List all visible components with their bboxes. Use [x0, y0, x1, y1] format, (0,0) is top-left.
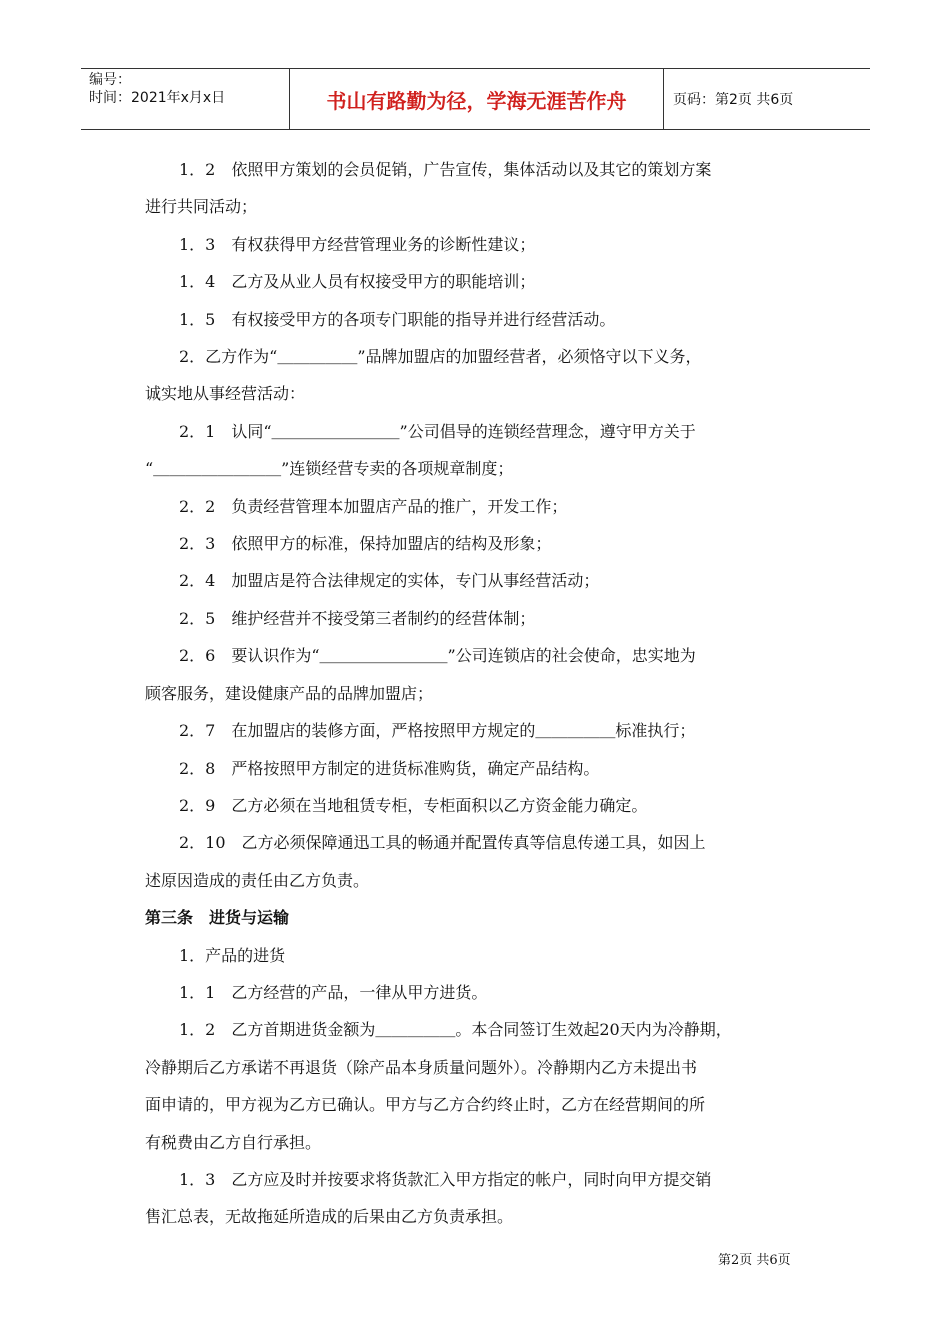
header-motto-cell	[289, 69, 664, 129]
body-line: 面申请的，甲方视为乙方已确认。甲方与乙方合约终止时，乙方在经营期间的所	[145, 1095, 706, 1115]
page-footer: 第2页 共6页	[718, 1253, 791, 1268]
document-body	[145, 151, 807, 1236]
body-line: 进行共同活动；	[145, 197, 258, 217]
body-line: 2．6 要认识作为“＿＿＿＿＿＿＿＿”公司连锁店的社会使命，忠实地为	[179, 646, 696, 666]
body-line: 1．3 乙方应及时并按要求将货款汇入甲方指定的帐户，同时向甲方提交销	[179, 1169, 712, 1189]
body-line: 1．5 有权接受甲方的各项专门职能的指导并进行经营活动。	[179, 309, 616, 329]
body-line: 冷静期后乙方承诺不再退货（除产品本身质量问题外）。冷静期内乙方未提出书	[145, 1057, 698, 1077]
header-meta	[81, 69, 289, 129]
header-motto: 书山有路勤为径，学海无涯苦作舟	[326, 88, 627, 113]
body-line: 1．4 乙方及从业人员有权接受甲方的职能培训；	[179, 272, 536, 292]
body-line: 2．3 依照甲方的标准，保持加盟店的结构及形象；	[179, 534, 552, 554]
header-page-code: 页码：第2页 共6页	[673, 92, 794, 108]
body-line: 1．产品的进货	[179, 945, 286, 965]
body-line: 售汇总表，无故拖延所造成的后果由乙方负责承担。	[145, 1207, 514, 1227]
body-line: 1．1 乙方经营的产品，一律从甲方进货。	[179, 982, 488, 1002]
section-heading: 第三条 进货与运输	[145, 908, 290, 928]
body-line: 有税费由乙方自行承担。	[145, 1132, 322, 1152]
body-line: 1．2 乙方首期进货金额为＿＿＿＿＿。本合同签订生效起20天内为冷静期，	[179, 1020, 732, 1040]
body-line: 2．乙方作为“＿＿＿＿＿”品牌加盟店的加盟经营者，必须恪守以下义务，	[179, 347, 702, 367]
body-line: 顾客服务，建设健康产品的品牌加盟店；	[145, 683, 434, 703]
body-line: “＿＿＿＿＿＿＿＿”连锁经营专卖的各项规章制度；	[145, 459, 514, 479]
body-line: 2．9 乙方必须在当地租赁专柜，专柜面积以乙方资金能力确定。	[179, 795, 648, 815]
body-line: 2．10 乙方必须保障通迅工具的畅通并配置传真等信息传递工具，如因上	[179, 833, 706, 853]
document-time-label: 时间：2021年x月x日	[89, 90, 226, 106]
body-line: 2．8 严格按照甲方制定的进货标准购货，确定产品结构。	[179, 758, 600, 778]
body-line: 2．7 在加盟店的装修方面，严格按照甲方规定的＿＿＿＿＿标准执行；	[179, 721, 696, 741]
page-header	[81, 68, 870, 130]
body-line: 述原因造成的责任由乙方负责。	[145, 870, 370, 890]
body-line: 2．5 维护经营并不接受第三者制约的经营体制；	[179, 608, 536, 628]
body-line: 2．1 认同“＿＿＿＿＿＿＿＿”公司倡导的连锁经营理念，遵守甲方关于	[179, 421, 696, 441]
body-line: 诚实地从事经营活动：	[145, 384, 306, 404]
body-line: 2．2 负责经营管理本加盟店产品的推广，开发工作；	[179, 496, 568, 516]
body-line: 1．3 有权获得甲方经营管理业务的诊断性建议；	[179, 234, 536, 254]
body-line: 2．4 加盟店是符合法律规定的实体，专门从事经营活动；	[179, 571, 600, 591]
document-number-label: 编号：	[89, 72, 131, 88]
body-line: 1．2 依照甲方策划的会员促销，广告宣传，集体活动以及其它的策划方案	[179, 160, 712, 179]
